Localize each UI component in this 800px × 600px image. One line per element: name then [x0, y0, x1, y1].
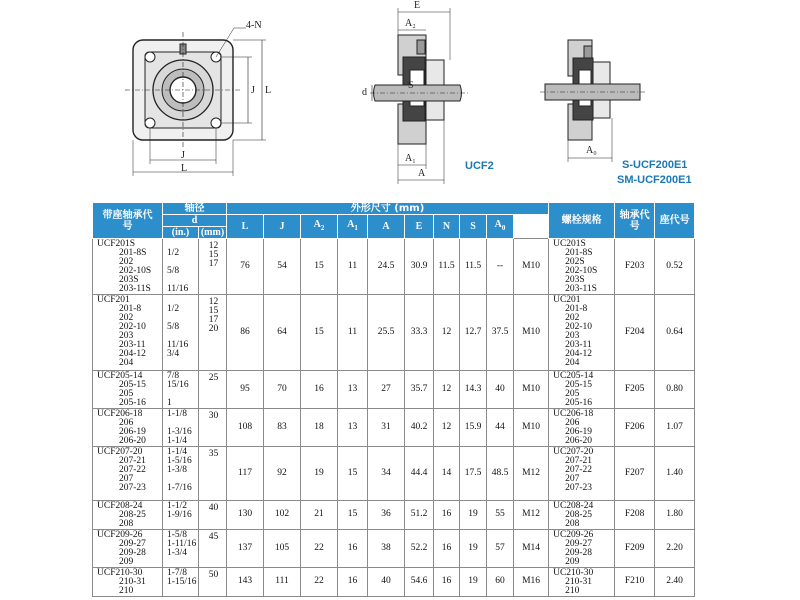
cell-housing-model-line: UCF201 [97, 295, 130, 305]
cell-housing-model-line: 208 [119, 519, 134, 529]
cell-shaft-inch [163, 409, 199, 447]
cell-weight: 0.52 [655, 239, 695, 295]
cell-s: 19 [460, 568, 487, 597]
cell-bearing-line: UC206-18 [553, 409, 594, 419]
cell-housing: F208 [615, 501, 655, 530]
cell-weight: 2.40 [655, 568, 695, 597]
cell-shaft-inch-line: 1-1/4 [167, 436, 188, 446]
header-a2: $A_2$ [301, 215, 338, 239]
cell-shaft-inch-line: 1-3/8 [167, 465, 188, 475]
cell-housing-model [93, 568, 163, 597]
cell-l: 137 [227, 530, 264, 568]
cell-weight: 2.20 [655, 530, 695, 568]
cell-housing-model-line: 202 [119, 257, 134, 267]
cell-housing: F210 [615, 568, 655, 597]
cell-bearing-line: 207-21 [565, 456, 593, 466]
cell-shaft-inch-line: 1-3/16 [167, 427, 192, 437]
cell-l: 130 [227, 501, 264, 530]
cell-shaft-mm-line: 17 [208, 259, 219, 269]
cell-shaft-mm [199, 371, 227, 409]
cell-l: 117 [227, 447, 264, 501]
cell-bearing-line: 210 [565, 586, 580, 596]
cell-shaft-inch [163, 501, 199, 530]
cell-housing-model-line: UCF209-26 [97, 530, 143, 540]
technical-drawings [0, 0, 800, 200]
cell-a: 27 [368, 371, 405, 409]
cell-shaft-mm-line: 15 [208, 306, 219, 316]
cell-shaft-mm [199, 568, 227, 597]
cell-bearing [549, 409, 615, 447]
cell-bolt: M10 [514, 239, 549, 295]
cell-a0: 40 [487, 371, 514, 409]
cell-housing-model-line: 207-21 [119, 456, 146, 466]
cell-shaft-inch-line: 7/8 [167, 371, 180, 381]
cell-shaft-inch-line: 1/2 [167, 304, 180, 314]
cell-n: 16 [434, 530, 460, 568]
cell-bearing-line: 201-8S [565, 248, 593, 258]
cell-j: 70 [264, 371, 301, 409]
cell-bearing-line: UC208-24 [553, 501, 594, 511]
cell-housing-model-line: 202-10S [119, 266, 152, 276]
cell-a: 24.5 [368, 239, 405, 295]
header-housing-model: 带座轴承代号 [93, 203, 163, 239]
header-a0: $A_0$ [487, 215, 514, 239]
cell-housing-model-line: 203S [119, 275, 139, 285]
cell-bearing [549, 447, 615, 501]
dim-label-n: 4-N [246, 20, 262, 31]
cell-housing: F203 [615, 239, 655, 295]
table-row [93, 239, 695, 295]
cell-housing-model [93, 409, 163, 447]
table-row [93, 568, 695, 597]
cell-bolt: M10 [514, 409, 549, 447]
cell-shaft-mm-line: 20 [208, 324, 219, 334]
header-dimensions: 外形尺寸 (mm) [227, 203, 549, 215]
side-view-ucf2-drawing [370, 8, 470, 184]
cell-bearing-line: UC201 [553, 295, 581, 305]
cell-e: 54.6 [405, 568, 434, 597]
header-n: N [434, 215, 460, 239]
dim-label-a: A [418, 168, 426, 179]
cell-housing-model-line: 210 [119, 586, 134, 596]
cell-bearing-line: 208-25 [565, 510, 593, 520]
spec-table-body [93, 239, 695, 597]
cell-housing: F204 [615, 295, 655, 371]
cell-s: 14.3 [460, 371, 487, 409]
cell-shaft-mm [199, 239, 227, 295]
cell-housing-model-line: 205-16 [119, 398, 146, 408]
cell-housing-model-line: UCF201S [97, 239, 136, 249]
cell-shaft-inch-line: 1-11/16 [167, 539, 197, 549]
cell-housing-model-line: 205-15 [119, 380, 146, 390]
cell-l: 143 [227, 568, 264, 597]
cell-bearing [549, 501, 615, 530]
cell-shaft-inch-line: 11/16 [167, 284, 189, 294]
cell-housing-model-line: 202 [119, 313, 134, 323]
cell-bearing-line: 203S [565, 275, 585, 285]
cell-housing: F205 [615, 371, 655, 409]
cell-a1: 13 [338, 371, 368, 409]
cell-e: 30.9 [405, 239, 434, 295]
cell-shaft-mm-line: 50 [208, 570, 219, 580]
dim-label-a0: A₀ [586, 145, 597, 156]
cell-housing-model-line: 210-31 [119, 577, 146, 587]
cell-s: 17.5 [460, 447, 487, 501]
header-j: J [264, 215, 301, 239]
cell-housing-model-line: UCF205-14 [97, 371, 143, 381]
cell-a1: 13 [338, 409, 368, 447]
cell-housing: F207 [615, 447, 655, 501]
cell-j: 102 [264, 501, 301, 530]
cell-a0: 44 [487, 409, 514, 447]
cell-a: 25.5 [368, 295, 405, 371]
cell-housing-model [93, 447, 163, 501]
header-shaft-in: (in.) [163, 227, 199, 239]
cell-housing: F206 [615, 409, 655, 447]
cell-housing-model-line: 206-19 [119, 427, 146, 437]
dim-label-a2: A₂ [405, 18, 416, 29]
cell-housing-model-line: 205 [119, 389, 134, 399]
cell-bearing-line: 206 [565, 418, 580, 428]
cell-bearing-line: 209 [565, 557, 580, 567]
header-a1: $A_1$ [338, 215, 368, 239]
cell-bearing-line: 201-8 [565, 304, 588, 314]
table-row [93, 371, 695, 409]
cell-housing-model-line: 202-10 [119, 322, 146, 332]
cell-a1: 15 [338, 447, 368, 501]
cell-a2: 16 [301, 371, 338, 409]
table-row [93, 447, 695, 501]
cell-bolt: M12 [514, 447, 549, 501]
cell-shaft-inch-line: 1 [167, 398, 172, 408]
cell-shaft-inch-line [167, 359, 196, 368]
cell-e: 40.2 [405, 409, 434, 447]
cell-housing-model [93, 295, 163, 371]
cell-shaft-mm-line: 15 [208, 250, 219, 260]
cell-shaft-inch-line: 5/8 [167, 322, 180, 332]
cell-shaft-mm-line: 45 [208, 532, 219, 542]
label-s-ucf200e1: S-UCF200E1 [622, 159, 688, 171]
cell-bearing-line: 205-16 [565, 398, 593, 408]
cell-housing-model [93, 530, 163, 568]
cell-shaft-inch-line: 1-9/16 [167, 510, 192, 520]
cell-housing-model-line: 204-12 [119, 349, 146, 359]
cell-n: 12 [434, 371, 460, 409]
cell-j: 54 [264, 239, 301, 295]
dim-label-d: d [362, 87, 367, 98]
cell-bearing [549, 239, 615, 295]
cell-housing-model-line: 208-25 [119, 510, 146, 520]
cell-n: 16 [434, 568, 460, 597]
cell-housing-model-line: 207-22 [119, 465, 146, 475]
cell-a: 31 [368, 409, 405, 447]
label-sm-ucf200e1: SM-UCF200E1 [617, 174, 692, 186]
dim-label-a1: A₁ [405, 153, 416, 164]
cell-a2: 15 [301, 239, 338, 295]
cell-a2: 18 [301, 409, 338, 447]
cell-weight: 0.80 [655, 371, 695, 409]
header-e: E [405, 215, 434, 239]
cell-s: 15.9 [460, 409, 487, 447]
cell-a2: 22 [301, 568, 338, 597]
cell-bearing-line: 203-11 [565, 340, 592, 350]
cell-shaft-mm-line: 12 [208, 297, 219, 307]
cell-housing-model [93, 239, 163, 295]
cell-bolt: M14 [514, 530, 549, 568]
cell-bearing-line: 203 [565, 331, 580, 341]
cell-bearing-line: UC201S [553, 239, 586, 249]
cell-shaft-mm-line: 40 [208, 503, 219, 513]
cell-shaft-mm [199, 447, 227, 501]
cell-shaft-mm-line: 30 [208, 411, 219, 421]
front-view-drawing [125, 28, 266, 176]
cell-a1: 16 [338, 568, 368, 597]
cell-bearing-line: 209-27 [565, 539, 593, 549]
cell-weight: 1.40 [655, 447, 695, 501]
cell-a0: 57 [487, 530, 514, 568]
cell-s: 19 [460, 530, 487, 568]
cell-shaft-inch [163, 371, 199, 409]
cell-shaft-mm-line: 35 [208, 449, 219, 459]
cell-shaft-inch-line [167, 558, 196, 567]
cell-bearing-line: UC210-30 [553, 568, 594, 578]
cell-shaft-inch-line: 5/8 [167, 266, 180, 276]
header-shaft-d: d [163, 215, 227, 227]
cell-a0: -- [487, 239, 514, 295]
cell-a1: 15 [338, 501, 368, 530]
cell-shaft-inch-line: 1/2 [167, 248, 180, 258]
cell-shaft-inch-line: 1-7/16 [167, 483, 192, 493]
header-bolt: 螺栓规格 [549, 203, 615, 239]
cell-l: 108 [227, 409, 264, 447]
cell-shaft-mm [199, 530, 227, 568]
cell-bearing-line: 207-23 [565, 483, 593, 493]
cell-housing: F209 [615, 530, 655, 568]
cell-bolt: M12 [514, 501, 549, 530]
dim-label-l-horizontal: L [181, 163, 188, 174]
cell-shaft-inch [163, 530, 199, 568]
cell-a2: 19 [301, 447, 338, 501]
cell-shaft-inch-line: 3/4 [167, 349, 180, 359]
cell-shaft-inch-line: 1-7/8 [167, 568, 188, 578]
cell-a: 36 [368, 501, 405, 530]
cell-bearing-line: UC207-20 [553, 447, 594, 457]
cell-housing-model [93, 501, 163, 530]
cell-bearing-line: 205 [565, 389, 580, 399]
cell-bearing-line: 204-12 [565, 349, 593, 359]
cell-housing-model-line: UCF208-24 [97, 501, 143, 511]
cell-housing-model-line: UCF206-18 [97, 409, 143, 419]
cell-shaft-inch [163, 447, 199, 501]
cell-shaft-mm-line: 17 [208, 315, 219, 325]
cell-bolt: M16 [514, 568, 549, 597]
cell-housing-model-line: 203-11S [119, 284, 151, 294]
cell-e: 52.2 [405, 530, 434, 568]
spec-table: 带座轴承代号 轴径 外形尺寸 (mm) 螺栓规格 轴承代号 座代号 重量(kg) d L J $A_2$ $A_1$ A E N S $A_0$ (in.) (mm) UCF201S 201-8S 202 202-10S 203S 203-11S 1/2 5/8 11/16 12 15 17 76 54 15 11 24.5 30.9 11.5 11.5 -- M10 UC201S 201-8S 202S 202-10S 203S 203-11S F203 0.52 UCF201 201-8 202 202-10 203 203-11 204-12 204 1/2 5/8 11/16 3/4 12 15 17 20 86 64 15 11 25.5 33.3 12 12.7 37.5 M10 UC201 201-8 202 202-10 203 203-11 204-12 204 F204 0.64 UCF205-14 205-15 205 205-16 7/8 15/16 1 25 95 70 16 13 27 35.7 12 14.3 40 M10 UC205-14 205-15 205 205-16 F205 0.80 UCF206-18 206 206-19 206-20 1-1/8 1-3/16 1-1/4 30 108 83 18 13 31 40.2 12 15.9 44 M10 UC206-18 206 206-19 206-20 F206 1.07 UCF207-20 207-21 207-22 207 207-23 1-1/4 1-5/16 1-3/8 1-7/16 35 117 92 19 15 34 44.4 14 17.5 48.5 M12 UC207-20 207-21 207-22 207 207-23 F207 1.40 UCF208-24 208-25 208 1-1/2 1-9/16 40 130 102 21 15 36 51.2 16 19 55 M12 UC208-24 208-25 208 F208 1.80 UCF209-26 209-27 209-28 209 1-5/8 1-11/16 1-3/4 45 137 105 22 16 38 52.2 16 19 57 M14 UC209-26 209-27 209-28 209 F209 2.20 UCF210-30 210-31 210 1-7/8 1-15/16 50 143 111 22 16 40 54.6 16 19 60 M16 UC210-30 210-31 210 F210 2.40 [92, 202, 695, 597]
cell-a0: 48.5 [487, 447, 514, 501]
cell-shaft-inch-line: 1-5/16 [167, 456, 192, 466]
cell-a: 34 [368, 447, 405, 501]
cell-housing-model-line: 201-8S [119, 248, 147, 258]
cell-bearing-line: 207 [565, 474, 580, 484]
cell-a1: 16 [338, 530, 368, 568]
cell-shaft-inch-line: 1-1/8 [167, 409, 188, 419]
header-l: L [227, 215, 264, 239]
dim-label-e: E [414, 0, 421, 11]
header-shaft: 轴径 [163, 203, 227, 215]
cell-bolt: M10 [514, 295, 549, 371]
cell-bearing-line: 208 [565, 519, 580, 529]
cell-a0: 37.5 [487, 295, 514, 371]
cell-housing-model-line: UCF207-20 [97, 447, 143, 457]
cell-n: 12 [434, 295, 460, 371]
cell-shaft-inch-line: 1-5/8 [167, 530, 188, 540]
cell-a0: 60 [487, 568, 514, 597]
cell-n: 14 [434, 447, 460, 501]
cell-a2: 22 [301, 530, 338, 568]
cell-j: 92 [264, 447, 301, 501]
cell-housing-model-line: 206-20 [119, 436, 146, 446]
cell-s: 19 [460, 501, 487, 530]
cell-j: 83 [264, 409, 301, 447]
cell-bearing-line: 203-11S [565, 284, 597, 294]
cell-bearing-line: UC205-14 [553, 371, 594, 381]
label-ucf2: UCF2 [465, 160, 494, 172]
table-row [93, 409, 695, 447]
cell-l: 86 [227, 295, 264, 371]
cell-j: 64 [264, 295, 301, 371]
cell-a: 38 [368, 530, 405, 568]
cell-l: 76 [227, 239, 264, 295]
table-row [93, 295, 695, 371]
cell-bearing-line: 209-28 [565, 548, 593, 558]
cell-bearing-line: 202 [565, 313, 580, 323]
header-bearing: 轴承代号 [615, 203, 655, 239]
cell-shaft-inch [163, 239, 199, 295]
cell-shaft-inch-line: 1-1/4 [167, 447, 188, 457]
cell-housing-model-line: 209 [119, 557, 134, 567]
cell-bearing-line: 210-31 [565, 577, 593, 587]
cell-bearing-line: UC209-26 [553, 530, 594, 540]
cell-shaft-inch-line [167, 520, 196, 529]
table-row [93, 530, 695, 568]
cell-a: 40 [368, 568, 405, 597]
header-a: A [368, 215, 405, 239]
cell-housing-model-line: 209-28 [119, 548, 146, 558]
header-s: S [460, 215, 487, 239]
cell-e: 51.2 [405, 501, 434, 530]
cell-shaft-mm [199, 409, 227, 447]
cell-bearing-line: 202S [565, 257, 585, 267]
cell-a0: 55 [487, 501, 514, 530]
cell-bearing-line: 202-10S [565, 266, 598, 276]
cell-e: 35.7 [405, 371, 434, 409]
cell-shaft-inch-line: 11/16 [167, 340, 189, 350]
cell-weight: 1.80 [655, 501, 695, 530]
cell-shaft-mm-line: 25 [208, 373, 219, 383]
cell-housing-model-line: 203 [119, 331, 134, 341]
cell-l: 95 [227, 371, 264, 409]
cell-shaft-mm [199, 295, 227, 371]
header-housing: 座代号 [655, 203, 695, 239]
cell-bearing [549, 295, 615, 371]
cell-shaft-inch-line: 1-15/16 [167, 577, 197, 587]
cell-housing-model-line: UCF210-30 [97, 568, 143, 578]
cell-bearing-line: 206-20 [565, 436, 593, 446]
cell-e: 44.4 [405, 447, 434, 501]
cell-s: 11.5 [460, 239, 487, 295]
cell-housing-model-line: 207-23 [119, 483, 146, 493]
cell-bearing-line: 204 [565, 358, 580, 368]
cell-bearing [549, 568, 615, 597]
cell-shaft-mm [199, 501, 227, 530]
cell-weight: 0.64 [655, 295, 695, 371]
cell-bearing-line: 207-22 [565, 465, 593, 475]
cell-bearing [549, 371, 615, 409]
cell-shaft-inch [163, 295, 199, 371]
cell-n: 11.5 [434, 239, 460, 295]
cell-shaft-inch-line: 15/16 [167, 380, 189, 390]
cell-shaft-inch-line: 1-1/2 [167, 501, 188, 511]
cell-bearing [549, 530, 615, 568]
cell-shaft-inch [163, 568, 199, 597]
cell-e: 33.3 [405, 295, 434, 371]
cell-a2: 15 [301, 295, 338, 371]
cell-n: 16 [434, 501, 460, 530]
cell-a1: 11 [338, 239, 368, 295]
cell-housing-model-line: 209-27 [119, 539, 146, 549]
cell-n: 12 [434, 409, 460, 447]
cell-bearing-line: 202-10 [565, 322, 593, 332]
header-shaft-mm: (mm) [199, 227, 227, 239]
cell-a2: 21 [301, 501, 338, 530]
cell-bearing-line: 206-19 [565, 427, 593, 437]
dim-label-s: S [408, 80, 414, 91]
cell-housing-model-line: 206 [119, 418, 134, 428]
cell-shaft-mm-line: 12 [208, 241, 219, 251]
cell-bolt: M10 [514, 371, 549, 409]
cell-a1: 11 [338, 295, 368, 371]
cell-j: 111 [264, 568, 301, 597]
side-view-s-ucf200e1-drawing [540, 40, 645, 162]
dim-label-j-vertical: J [251, 85, 255, 96]
cell-housing-model-line: 201-8 [119, 304, 142, 314]
cell-shaft-inch-line [167, 587, 196, 596]
cell-housing-model [93, 371, 163, 409]
cell-s: 12.7 [460, 295, 487, 371]
table-row [93, 501, 695, 530]
cell-shaft-inch-line: 1-3/4 [167, 548, 188, 558]
cell-housing-model-line: 204 [119, 358, 134, 368]
cell-housing-model-line: 203-11 [119, 340, 146, 350]
dim-label-l-vertical: L [265, 85, 272, 96]
dim-label-j-horizontal: J [181, 150, 185, 161]
cell-j: 105 [264, 530, 301, 568]
cell-weight: 1.07 [655, 409, 695, 447]
cell-housing-model-line: 207 [119, 474, 134, 484]
cell-bearing-line: 205-15 [565, 380, 593, 390]
